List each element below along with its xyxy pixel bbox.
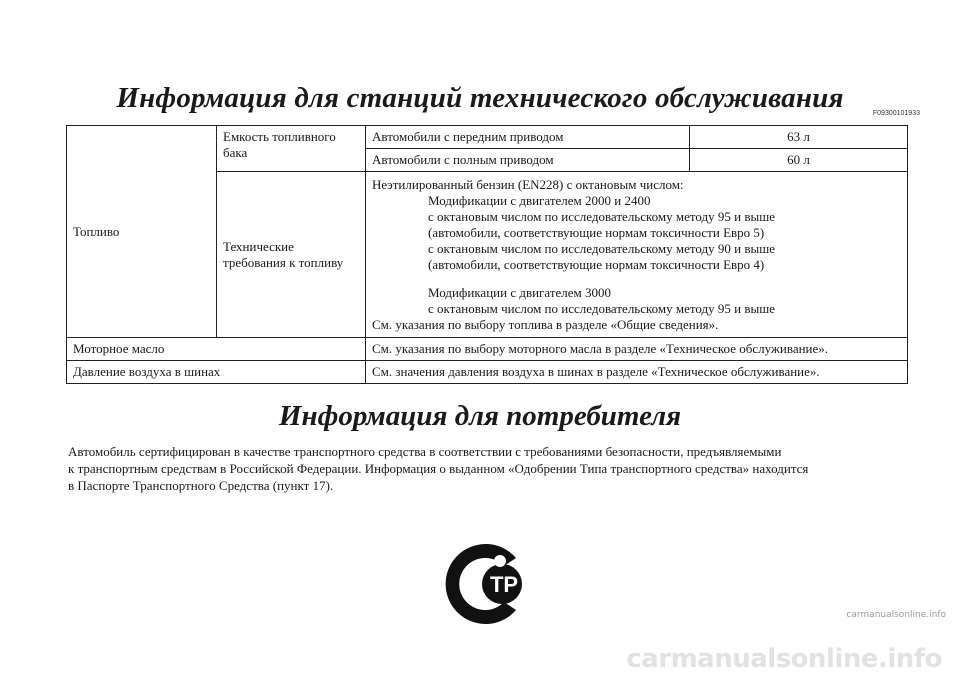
page-title: Информация для станций технического обслуживания — [116, 82, 844, 114]
tire-value: См. значения давления воздуха в шинах в разделе «Техническое обслуживание». — [366, 361, 908, 384]
req-line: Неэтилированный бензин (EN228) с октановым числом: — [372, 177, 684, 192]
req-line: (автомобили, соответствующие нормам токсичности Евро 4) — [428, 257, 765, 272]
consumer-line: в Паспорте Транспортного Средства (пункт 17). — [68, 478, 334, 493]
req-line: См. указания по выбору топлива в разделе «Общие сведения». — [372, 317, 719, 332]
watermark: carmanualsonline.info — [626, 644, 942, 674]
oil-value: См. указания по выбору моторного масла в разделе «Техническое обслуживание». — [366, 338, 908, 361]
tank-row-value: 63 л — [690, 126, 908, 149]
tank-row-label: Автомобили с полным приводом — [366, 149, 690, 172]
consumer-paragraph — [68, 443, 928, 494]
consumer-line: Автомобиль сертифицирован в качестве транспортного средства в соответствии с требованиями безопасности, предъявляемыми — [68, 444, 782, 459]
fuel-requirements-text — [366, 172, 908, 338]
document-code: F09300101933 — [872, 110, 920, 117]
consumer-line: к транспортным средствам в Российской Федерации. Информация о выданном «Одобрении Типа транспортного средства» находится — [68, 461, 809, 476]
logo-text: ТР — [489, 572, 519, 597]
oil-label: Моторное масло — [67, 338, 366, 361]
fuel-label: Топливо — [67, 126, 217, 338]
req-line: (автомобили, соответствующие нормам токсичности Евро 5) — [428, 225, 765, 240]
tank-capacity-label: Емкость топливного бака — [217, 126, 366, 172]
table-row — [67, 338, 908, 361]
req-line: с октановым числом по исследовательскому методу 90 и выше — [428, 241, 775, 256]
consumer-title: Информация для потребителя — [278, 400, 682, 432]
tank-row-value: 60 л — [690, 149, 908, 172]
watermark-small: carmanualsonline.info — [846, 610, 946, 620]
req-line: Модификации с двигателем 2000 и 2400 — [428, 193, 651, 208]
tire-label: Давление воздуха в шинах — [67, 361, 366, 384]
req-line: с октановым числом по исследовательскому методу 95 и выше — [428, 209, 775, 224]
table-row — [67, 126, 908, 149]
req-line: с октановым числом по исследовательскому методу 95 и выше — [428, 301, 775, 316]
tank-row-label: Автомобили с передним приводом — [366, 126, 690, 149]
table-row — [67, 361, 908, 384]
req-line: Модификации с двигателем 3000 — [428, 285, 612, 300]
service-info-table — [66, 125, 908, 384]
eac-certification-mark-icon — [428, 536, 540, 632]
fuel-requirements-label: Технические требования к топливу — [217, 172, 366, 338]
